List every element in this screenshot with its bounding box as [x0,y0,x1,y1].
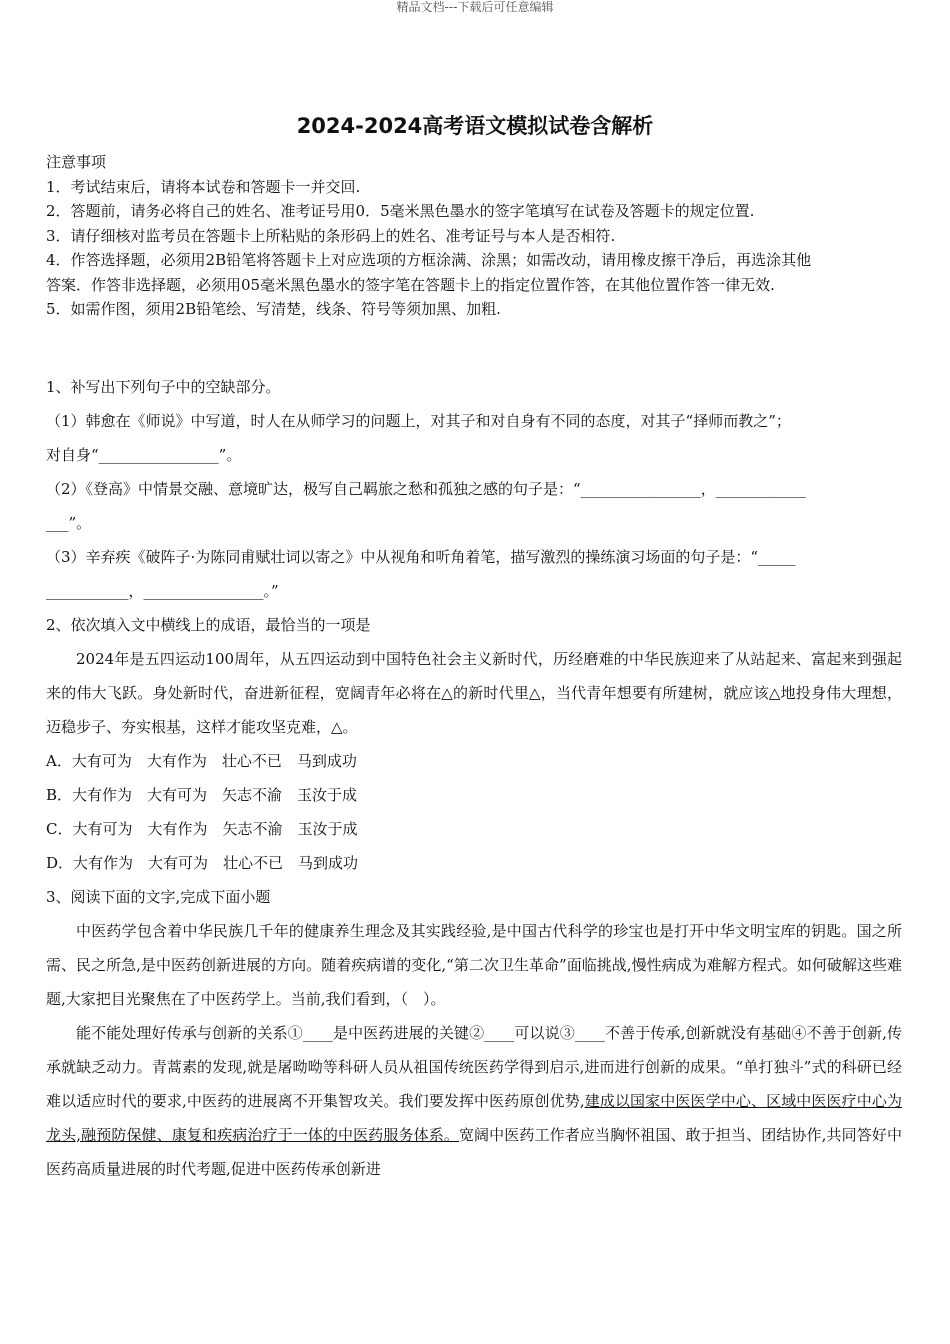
question-2-option-c: C．大有可为 大有作为 矢志不渝 玉汝于成 [46,819,358,838]
page-title: 2024-2024高考语文模拟试卷含解析 [296,114,654,138]
question-2-option-b: B．大有作为 大有可为 矢志不渝 玉汝于成 [46,785,358,804]
document-header-note: 精品文档---下载后可任意编辑 [396,0,554,14]
paragraph-2-text-a: 能不能处理好传承与创新的关系①____是中医药进展的关键②____可以说③____不善于传承,创新就没有基础④不善于创新,传承就缺乏动力。青蒿素的发现,就是屠呦呦等科研人员从祖国传统医药学得到启示,进而进行创新的成果。“单打独斗”式的科研已经难以适应时代的要求,中医药的进展离不开集智攻关。我们要发挥中医药原创优势, [46,1023,902,1110]
notice-item: 2．答题前，请务必将自己的姓名、准考证号用0．5毫米黑色墨水的签字笔填写在试卷及答题卡的规定位置. [46,202,755,220]
paragraph-2-text-b: 宽阔中医药工作者应当胸怀祖国、敢于担当、团结协作,共同答好中医药高质量进展的时代考题,促进中医药传承创新进 [46,1125,902,1178]
notice-heading: 注意事项 [46,153,107,171]
notice-item: 4．作答选择题，必须用2B铅笔将答题卡上对应选项的方框涂满、涂黑；如需改动，请用橡皮擦干净后，再选涂其他 [46,251,812,269]
question-1-stem: 1、补写出下列句子中的空缺部分。 [46,377,281,396]
question-2-option-d: D．大有作为 大有可为 壮心不已 马到成功 [46,853,359,872]
question-2-passage: 2024年是五四运动100周年，从五四运动到中国特色社会主义新时代，历经磨难的中华民族迎来了从站起来、富起来到强起来的伟大飞跃。身处新时代，奋进新征程，宽阔青年必将在△的新时代里△，当代青年想要有所建树，就应该△地投身伟大理想，迈稳步子、夯实根基，这样才能攻坚克难，△。 [46,649,902,736]
question-3-stem: 3、阅读下面的文字,完成下面小题 [46,887,271,906]
question-2-option-a: A．大有可为 大有作为 壮心不已 马到成功 [46,751,357,770]
underlined-sentence: 建成以国家中医医学中心、区域中医医疗中心为龙头,融预防保健、康复和疾病治疗于一体的中医药服务体系。 [46,1091,902,1144]
question-3-paragraph-2 [46,1016,902,1186]
question-1-line: ___”。 [46,513,92,532]
question-1-line: ___________，________________。” [46,581,279,600]
question-2-stem: 2、依次填入文中横线上的成语，最恰当的一项是 [46,615,371,634]
question-1-line: （2）《登高》中情景交融、意境旷达，极写自己羁旅之愁和孤独之感的句子是：“________________，____________ [46,479,806,498]
notice-item: 答案．作答非选择题，必须用05毫米黑色墨水的签字笔在答题卡上的指定位置作答，在其他位置作答一律无效. [46,275,775,294]
question-1-line: （1）韩愈在《师说》中写道，时人在从师学习的问题上，对其子和对自身有不同的态度，对其子“择师而教之”； [46,411,791,430]
document-body [46,150,902,1186]
question-1-line: 对自身“________________”。 [46,445,242,464]
notice-item: 5．如需作图，须用2B铅笔绘、写清楚，线条、符号等须加黑、加粗. [46,300,501,318]
question-1-line: （3）辛弃疾《破阵子·为陈同甫赋壮词以寄之》中从视角和听角着笔，描写激烈的操练演习场面的句子是：“_____ [46,547,796,566]
notice-item: 1．考试结束后，请将本试卷和答题卡一并交回. [46,177,361,196]
question-3-paragraph-1: 中医药学包含着中华民族几千年的健康养生理念及其实践经验,是中国古代科学的珍宝也是打开中华文明宝库的钥匙。国之所需、民之所急,是中医药创新进展的方向。随着疾病谱的变化,“第二次卫生革命”面临挑战,慢性病成为难解方程式。如何破解这些难题,大家把目光聚焦在了中医药学上。当前,我们看到，（ ）。 [46,921,902,1008]
notice-item: 3．请仔细核对监考员在答题卡上所粘贴的条形码上的姓名、准考证号与本人是否相符. [46,226,616,245]
